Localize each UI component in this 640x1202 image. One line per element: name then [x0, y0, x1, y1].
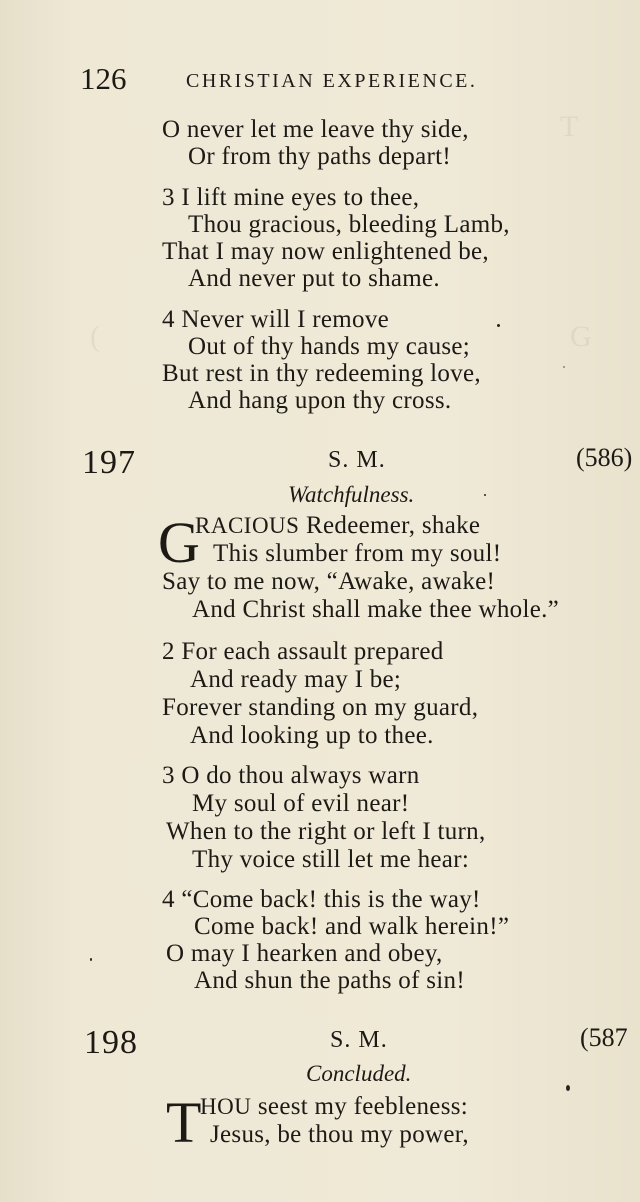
first-word: RACIOUS: [195, 513, 300, 538]
verse-line: 4 “Come back! this is the way!: [162, 886, 481, 913]
verse-line: But rest in thy redeeming love,: [162, 360, 481, 387]
verse-line: 3 O do thou always warn: [162, 762, 420, 789]
verse-line: [195, 512, 480, 540]
ink-speck: [90, 958, 92, 961]
page-number: 126: [80, 61, 127, 96]
hymn-number: 197: [82, 444, 136, 481]
hymn-meter: S. M.: [328, 447, 386, 473]
verse-line: When to the right or left I turn,: [166, 818, 486, 845]
first-word: HOU: [200, 1094, 252, 1119]
verse-line: Thou gracious, bleeding Lamb,: [188, 211, 510, 238]
hymn-subtitle: Concluded.: [306, 1061, 412, 1086]
verse-line: O may I hearken and obey,: [166, 940, 443, 967]
verse-line: 2 For each assault prepared: [162, 638, 444, 665]
hymn-meter: S. M.: [330, 1027, 388, 1053]
verse-line: And never put to shame.: [188, 265, 440, 292]
drop-cap: G: [158, 510, 200, 575]
hymn-reference: (586): [576, 443, 633, 472]
verse-line: This slumber from my soul!: [213, 540, 502, 567]
running-title: CHRISTIAN EXPERIENCE.: [186, 70, 478, 92]
verse-line: And ready may I be;: [190, 666, 402, 693]
verse-line: Thy voice still let me hear:: [192, 846, 470, 873]
ink-speck: [497, 324, 500, 327]
verse-line: 3 I lift mine eyes to thee,: [162, 184, 420, 211]
verse-line: [200, 1093, 468, 1121]
verse-line: And hang upon thy cross.: [188, 387, 452, 414]
verse-line: Say to me now, “Awake, awake!: [162, 568, 496, 595]
ink-speck: [566, 1085, 570, 1091]
verse-line: Or from thy paths depart!: [188, 143, 451, 170]
hymn-reference: (587: [580, 1023, 628, 1052]
verse-line-text: Redeemer, shake: [306, 512, 481, 539]
ink-speck: [484, 494, 486, 496]
verse-line: O never let me leave thy side,: [162, 116, 469, 143]
verse-line: That I may now enlightened be,: [162, 238, 489, 265]
verse-line: And Christ shall make thee whole.”: [192, 596, 560, 623]
bleed-through-shadow: G: [570, 320, 592, 353]
hymn-subtitle: Watchfulness.: [288, 482, 415, 507]
bleed-through-shadow: T: [560, 110, 579, 143]
verse-line: Out of thy hands my cause;: [188, 333, 471, 360]
bleed-through-shadow: (: [90, 320, 100, 353]
verse-line: Forever standing on my guard,: [162, 694, 479, 721]
verse-line: And shun the paths of sin!: [194, 967, 465, 994]
drop-cap: T: [166, 1090, 202, 1155]
verse-line: Jesus, be thou my power,: [210, 1121, 469, 1148]
verse-line: 4 Never will I remove: [162, 306, 390, 333]
verse-line-text: seest my feebleness:: [257, 1093, 469, 1120]
ink-speck: [563, 366, 565, 368]
verse-line: Come back! and walk herein!”: [194, 913, 510, 940]
hymn-number: 198: [84, 1024, 138, 1061]
verse-line: And looking up to thee.: [190, 722, 434, 749]
verse-line: My soul of evil near!: [192, 790, 410, 817]
